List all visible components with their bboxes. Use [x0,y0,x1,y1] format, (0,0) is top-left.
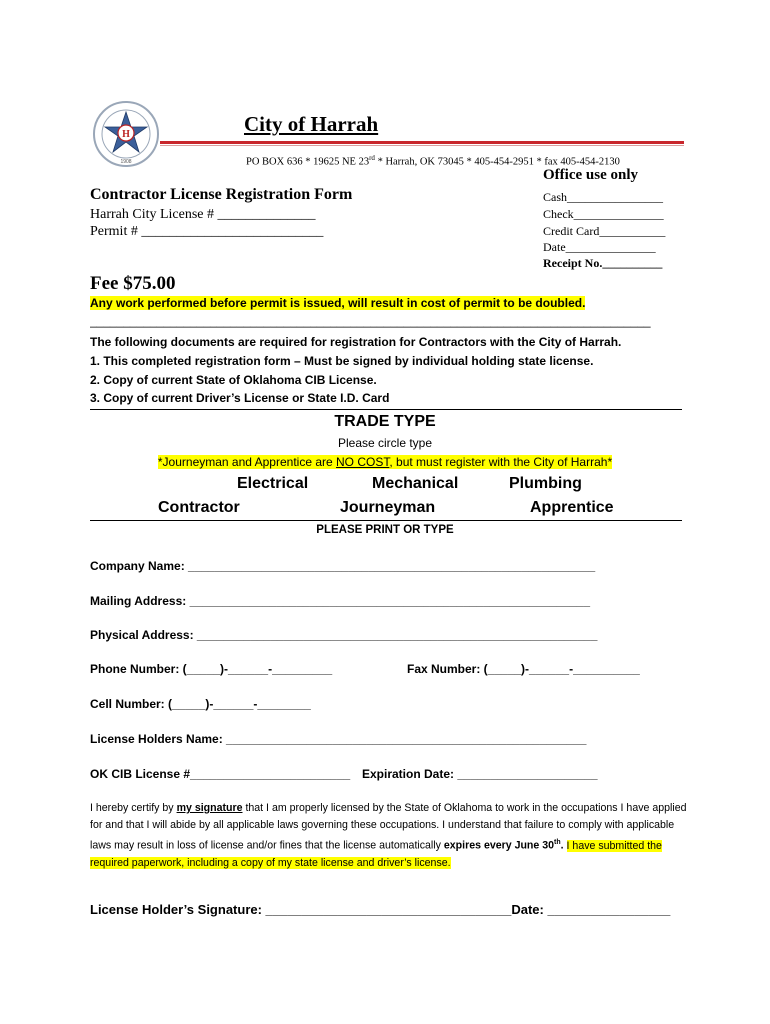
phone-number-field[interactable]: Phone Number: (_____)-______-_________ [90,662,333,676]
trade-mechanical[interactable]: Mechanical [372,475,459,492]
divider-line: ____________________________________________________________________________________ [90,314,651,328]
trade-type-title: TRADE TYPE [334,413,436,430]
license-holders-name-field[interactable]: License Holders Name: ______________________________________________________ [90,732,587,746]
office-credit-card-line: Credit Card___________ [543,224,666,238]
fee-amount: Fee $75.00 [90,273,176,294]
office-date-line: Date_______________ [543,240,656,254]
permit-field[interactable]: Permit # __________________________ [90,224,324,239]
trade-apprentice[interactable]: Apprentice [530,499,614,516]
office-cash-line: Cash________________ [543,190,663,204]
document-item: 3. Copy of current Driver’s License or State I.D. Card [90,391,390,405]
signature-date-line[interactable]: License Holder’s Signature: __________________________________Date: _________________ [90,902,671,917]
office-check-line: Check_______________ [543,207,664,221]
trade-journeyman[interactable]: Journeyman [340,499,436,516]
documents-intro: The following documents are required for registration for Contractors with the City of Harrah. [90,335,622,349]
no-cost-note: *Journeyman and Apprentice are NO COST, but must register with the City of Harrah* [157,455,613,469]
expiration-date-field[interactable]: Expiration Date: _____________________ [362,767,598,781]
svg-text:1908: 1908 [120,159,132,165]
mailing-address-field[interactable]: Mailing Address: ____________________________________________________________ [90,594,590,608]
city-title: City of Harrah [244,112,379,136]
trade-contractor[interactable]: Contractor [158,499,240,516]
city-license-field[interactable]: Harrah City License # ______________ [90,207,316,222]
fax-number-field[interactable]: Fax Number: (_____)-______-__________ [407,662,640,676]
city-address: PO BOX 636 * 19625 NE 23rd * Harrah, OK 73045 * 405-454-2951 * fax 405-454-2130 [246,154,620,168]
document-item: 1. This completed registration form – Must be signed by individual holding state license. [90,354,594,368]
physical-address-field[interactable]: Physical Address: ____________________________________________________________ [90,628,598,642]
circle-type-note: Please circle type [337,436,433,450]
header-rule [160,141,684,144]
trade-electrical[interactable]: Electrical [237,475,309,492]
header-rule-shadow [160,145,684,146]
trade-plumbing[interactable]: Plumbing [509,475,582,492]
cell-number-field[interactable]: Cell Number: (_____)-______-________ [90,697,311,711]
office-use-title: Office use only [543,167,638,183]
form-title: Contractor License Registration Form [90,186,353,203]
svg-text:H: H [122,129,130,140]
permit-warning: Any work performed before permit is issued, will result in cost of permit to be doubled. [90,296,586,310]
section-rule [90,409,682,410]
print-or-type-note: PLEASE PRINT OR TYPE [316,524,454,536]
certification-statement: I hereby certify by my signature that I am properly licensed by the State of Oklahoma to work in the occupations I have applied for and that I will abide by all applicable laws governing these occupations. I understand that failure to comply with applicable laws may result in loss of license and/or fines that the license automatically expires every June 30th. I have submitted the required paperwork, including a copy of my state license and driver’s license. [90,802,687,869]
city-seal-logo [92,100,160,168]
ok-cib-license-field[interactable]: OK CIB License #________________________ [90,767,351,781]
office-receipt-line: Receipt No.__________ [543,256,663,270]
company-name-field[interactable]: Company Name: _____________________________________________________________ [90,559,596,573]
document-item: 2. Copy of current State of Oklahoma CIB License. [90,373,377,387]
section-rule [90,520,682,521]
